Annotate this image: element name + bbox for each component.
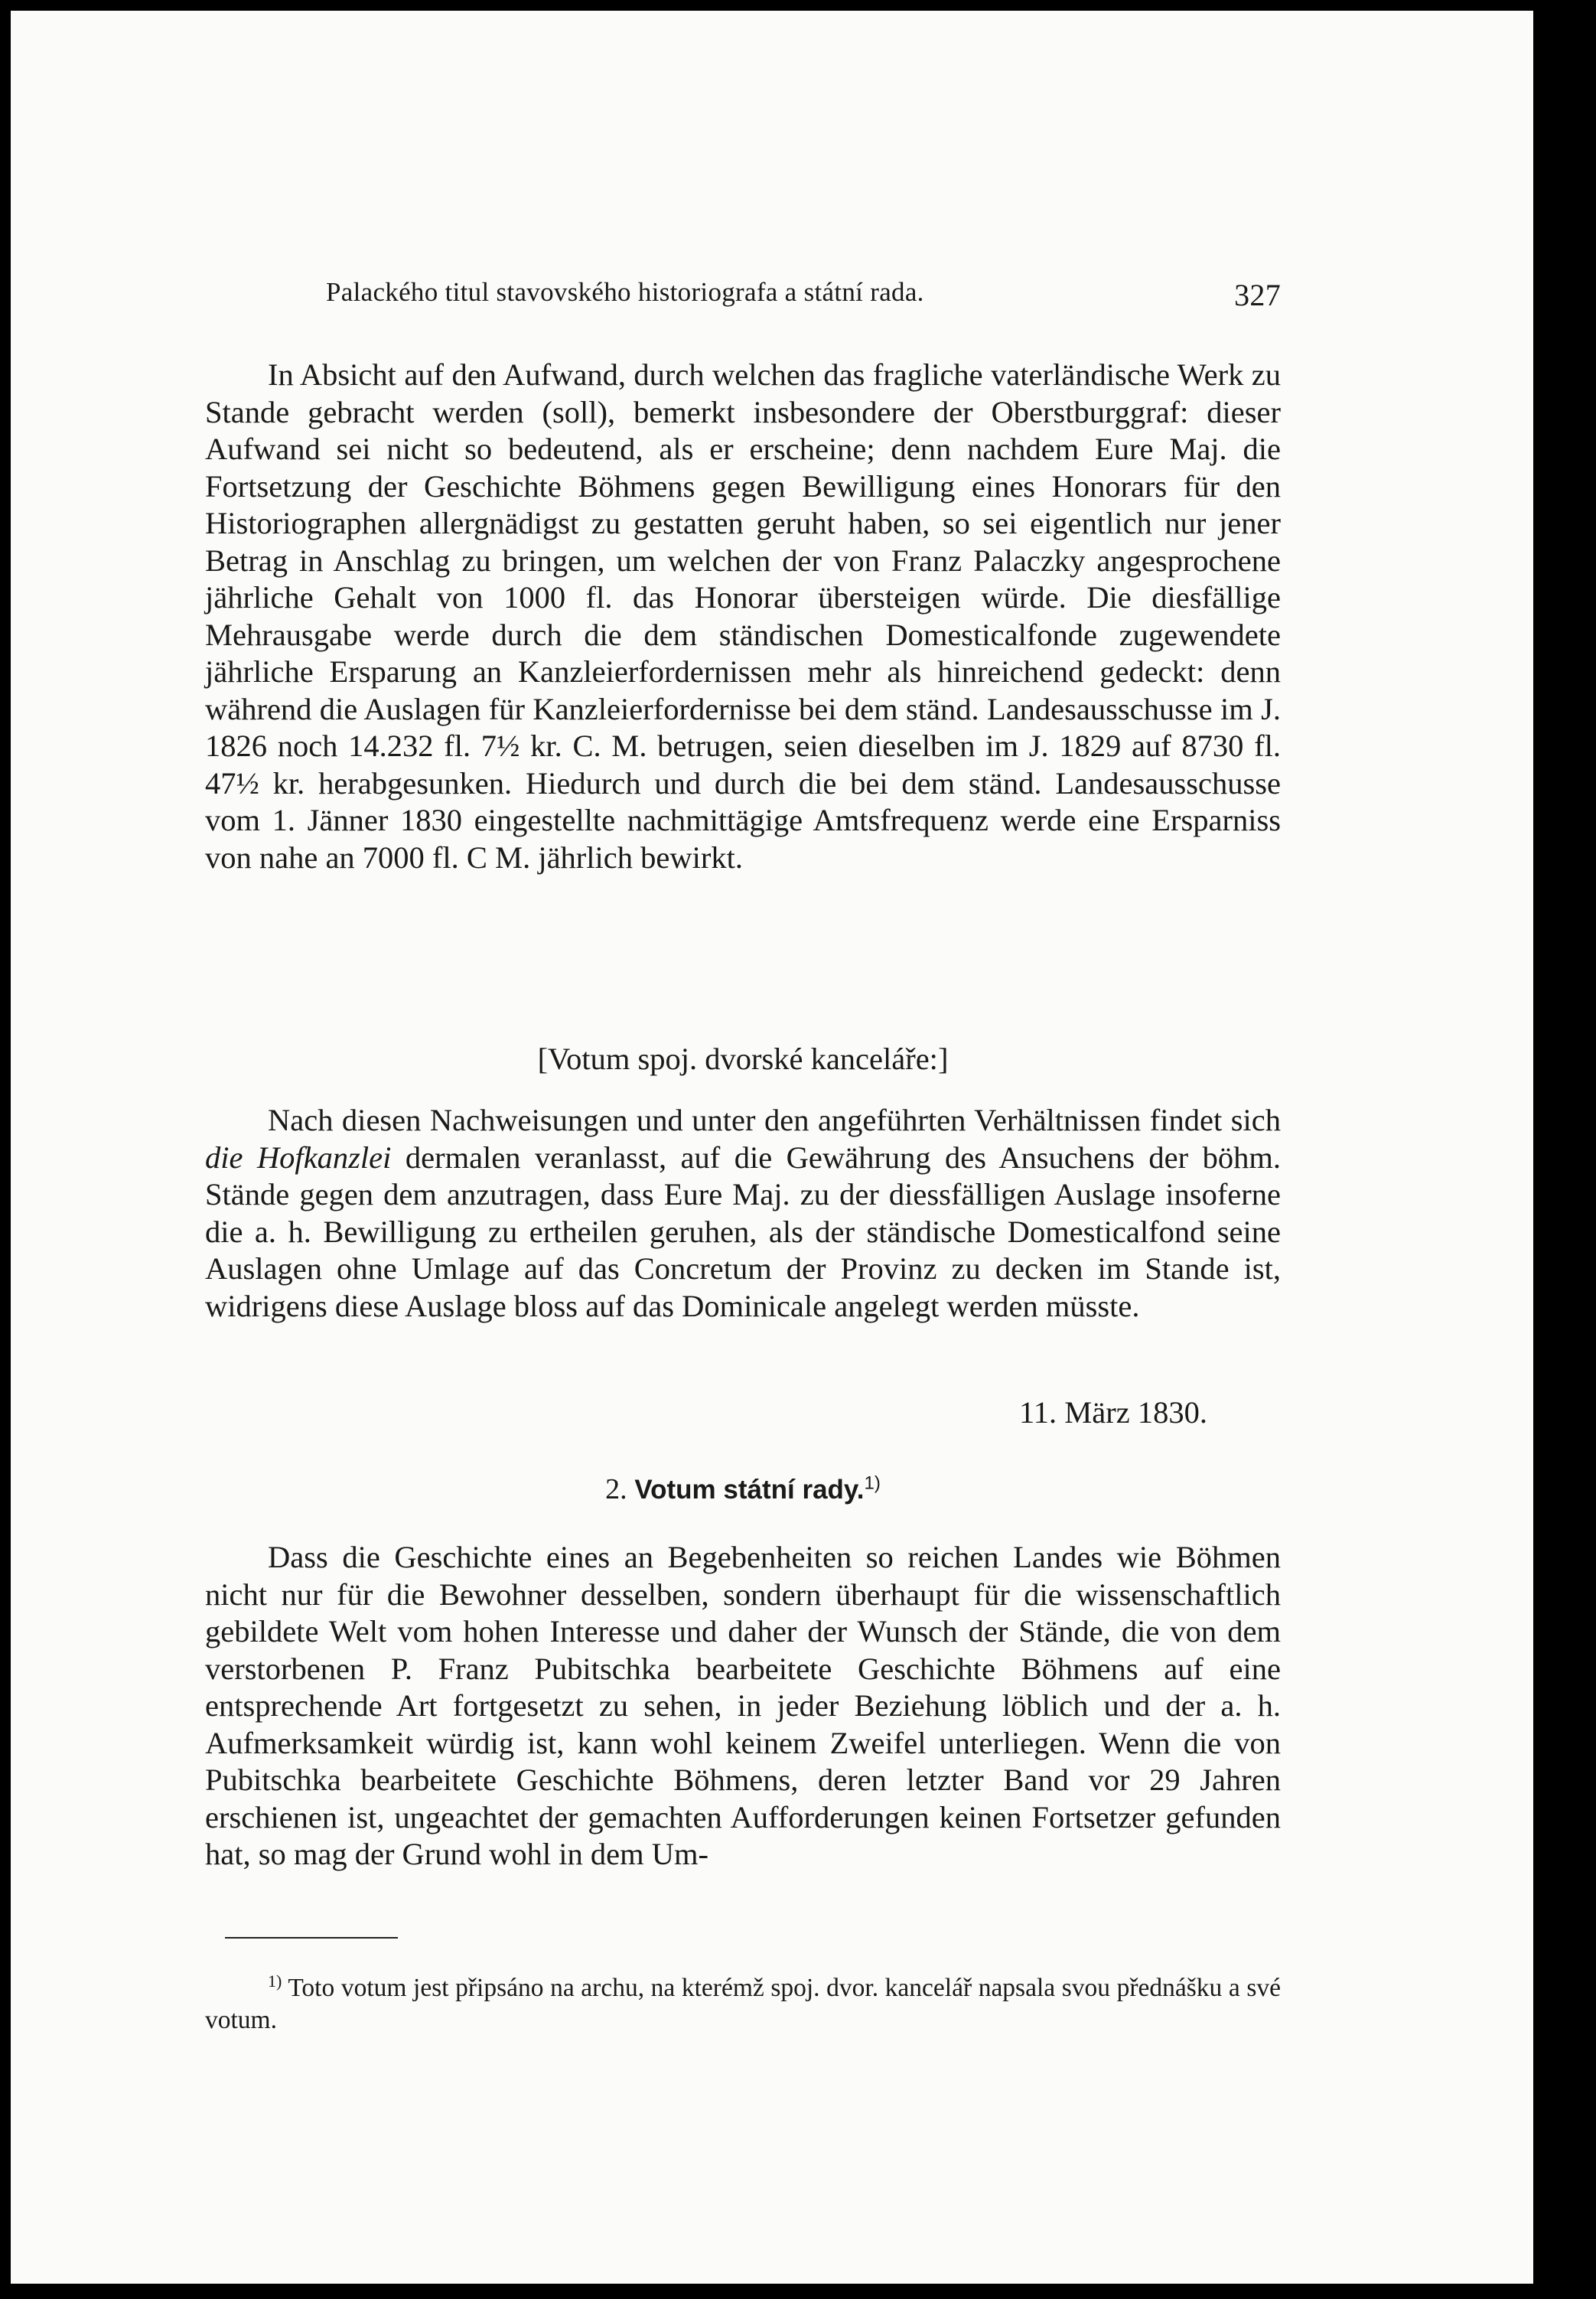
footnote-text: Toto votum jest připsáno na archu, na kterémž spoj. dvor. kancelář napsala svou přednášku a své votum.: [205, 1974, 1281, 2035]
paragraph-text: Dass die Geschichte eines an Begebenheiten so reichen Landes wie Böhmen nicht nur für die Bewohner desselben, sondern überhaupt für die wissenschaftlich gebildete Welt vom hohen Interesse und daher der Wunsch der Stände, die von dem verstorbenen P. Franz Pubitschka bearbeitete Geschichte Böhmens auf eine entsprechende Art fortgesetzt zu sehen, in jeder Beziehung löblich und der a. h. Aufmerksamkeit würdig ist, kann wohl keinem Zweifel unterliegen. Wenn die von Pubitschka bearbeitete Geschichte Böhmens, deren letzter Band vor 29 Jahren erschienen ist, ungeachtet der gemachten Aufforderungen keinen Fortsetzer gefunden hat, so mag der Grund wohl in dem Um-: [205, 1540, 1281, 1871]
footnote-reference: 1): [864, 1472, 881, 1494]
paragraph-text-after: dermalen veranlasst, auf die Gewährung des Ansuchens der böhm. Stände gegen dem anzutragen, dass Eure Maj. zu der diessfälligen Auslage insoferne die a. h. Bewilligung zu ertheilen geruhen, als der ständische Domesticalfond seine Auslagen ohne Umlage auf das Concretum der Provinz zu decken im Stande ist, widrigens diese Auslage bloss auf das Dominicale angelegt werden müsste.: [205, 1140, 1281, 1323]
footnote: [205, 1965, 1281, 2036]
paragraph-geschichte-bohmens: [205, 1539, 1281, 1873]
section-title: Votum státní rady.: [634, 1475, 865, 1505]
footnote-divider: [225, 1937, 398, 1939]
footnote-mark: 1): [268, 1971, 282, 1991]
paragraph-oberstburggraf: [205, 357, 1281, 876]
page-number: 327: [1234, 278, 1281, 312]
paragraph-text: In Absicht auf den Aufwand, durch welchen das fragliche vaterländische Werk zu Stande gebracht werden (soll), bemerkt insbesondere der Oberstburggraf: dieser Aufwand sei nicht so bedeutend, als er erscheine; denn nachdem Eure Maj. die Fortsetzung der Geschichte Böhmens gegen Bewilligung eines Honorars für den Historiographen allergnädigst zu gestatten geruht haben, so sei eigentlich nur jener Betrag in Anschlag zu bringen, um welchen der von Franz Palaczky angesprochene jährliche Gehalt von 1000 fl. das Honorar übersteigen würde. Die diesfällige Mehrausgabe werde durch die dem ständischen Domesticalfonde zugewendete jährliche Ersparung an Kanzleierfordernissen mehr als hinreichend gedeckt: denn während die Auslagen für Kanzleierfordernisse bei dem ständ. Landesausschusse im J. 1826 noch 14.232 fl. 7½ kr. C. M. betrugen, seien dieselben im J. 1829 auf 8730 fl. 47½ kr. herabgesunken. Hiedurch und durch die bei dem ständ. Landesausschusse vom 1. Jänner 1830 eingestellte nachmittägige Amtsfrequenz werde eine Ersparniss von nahe an 7000 fl. C M. jährlich bewirkt.: [205, 357, 1281, 875]
date-line: 11. März 1830.: [1019, 1395, 1207, 1430]
running-header: [326, 277, 1281, 315]
section-heading-votum-statni-rady: [205, 1472, 1281, 1506]
emphasis-hofkanzlei: die Hofkanzlei: [205, 1140, 392, 1175]
scanned-page: [11, 11, 1533, 2284]
paragraph-hofkanzlei: [205, 1102, 1281, 1325]
section-number: 2.: [605, 1473, 627, 1505]
running-title: Palackého titul stavovského historiografa a státní rada.: [326, 277, 924, 307]
paragraph-text-before: Nach diesen Nachweisungen und unter den angeführten Verhältnissen findet sich: [268, 1103, 1281, 1137]
section-heading-votum-kancelare: [Votum spoj. dvorské kanceláře:]: [537, 1042, 949, 1076]
paragraph-text: [205, 1102, 1281, 1325]
